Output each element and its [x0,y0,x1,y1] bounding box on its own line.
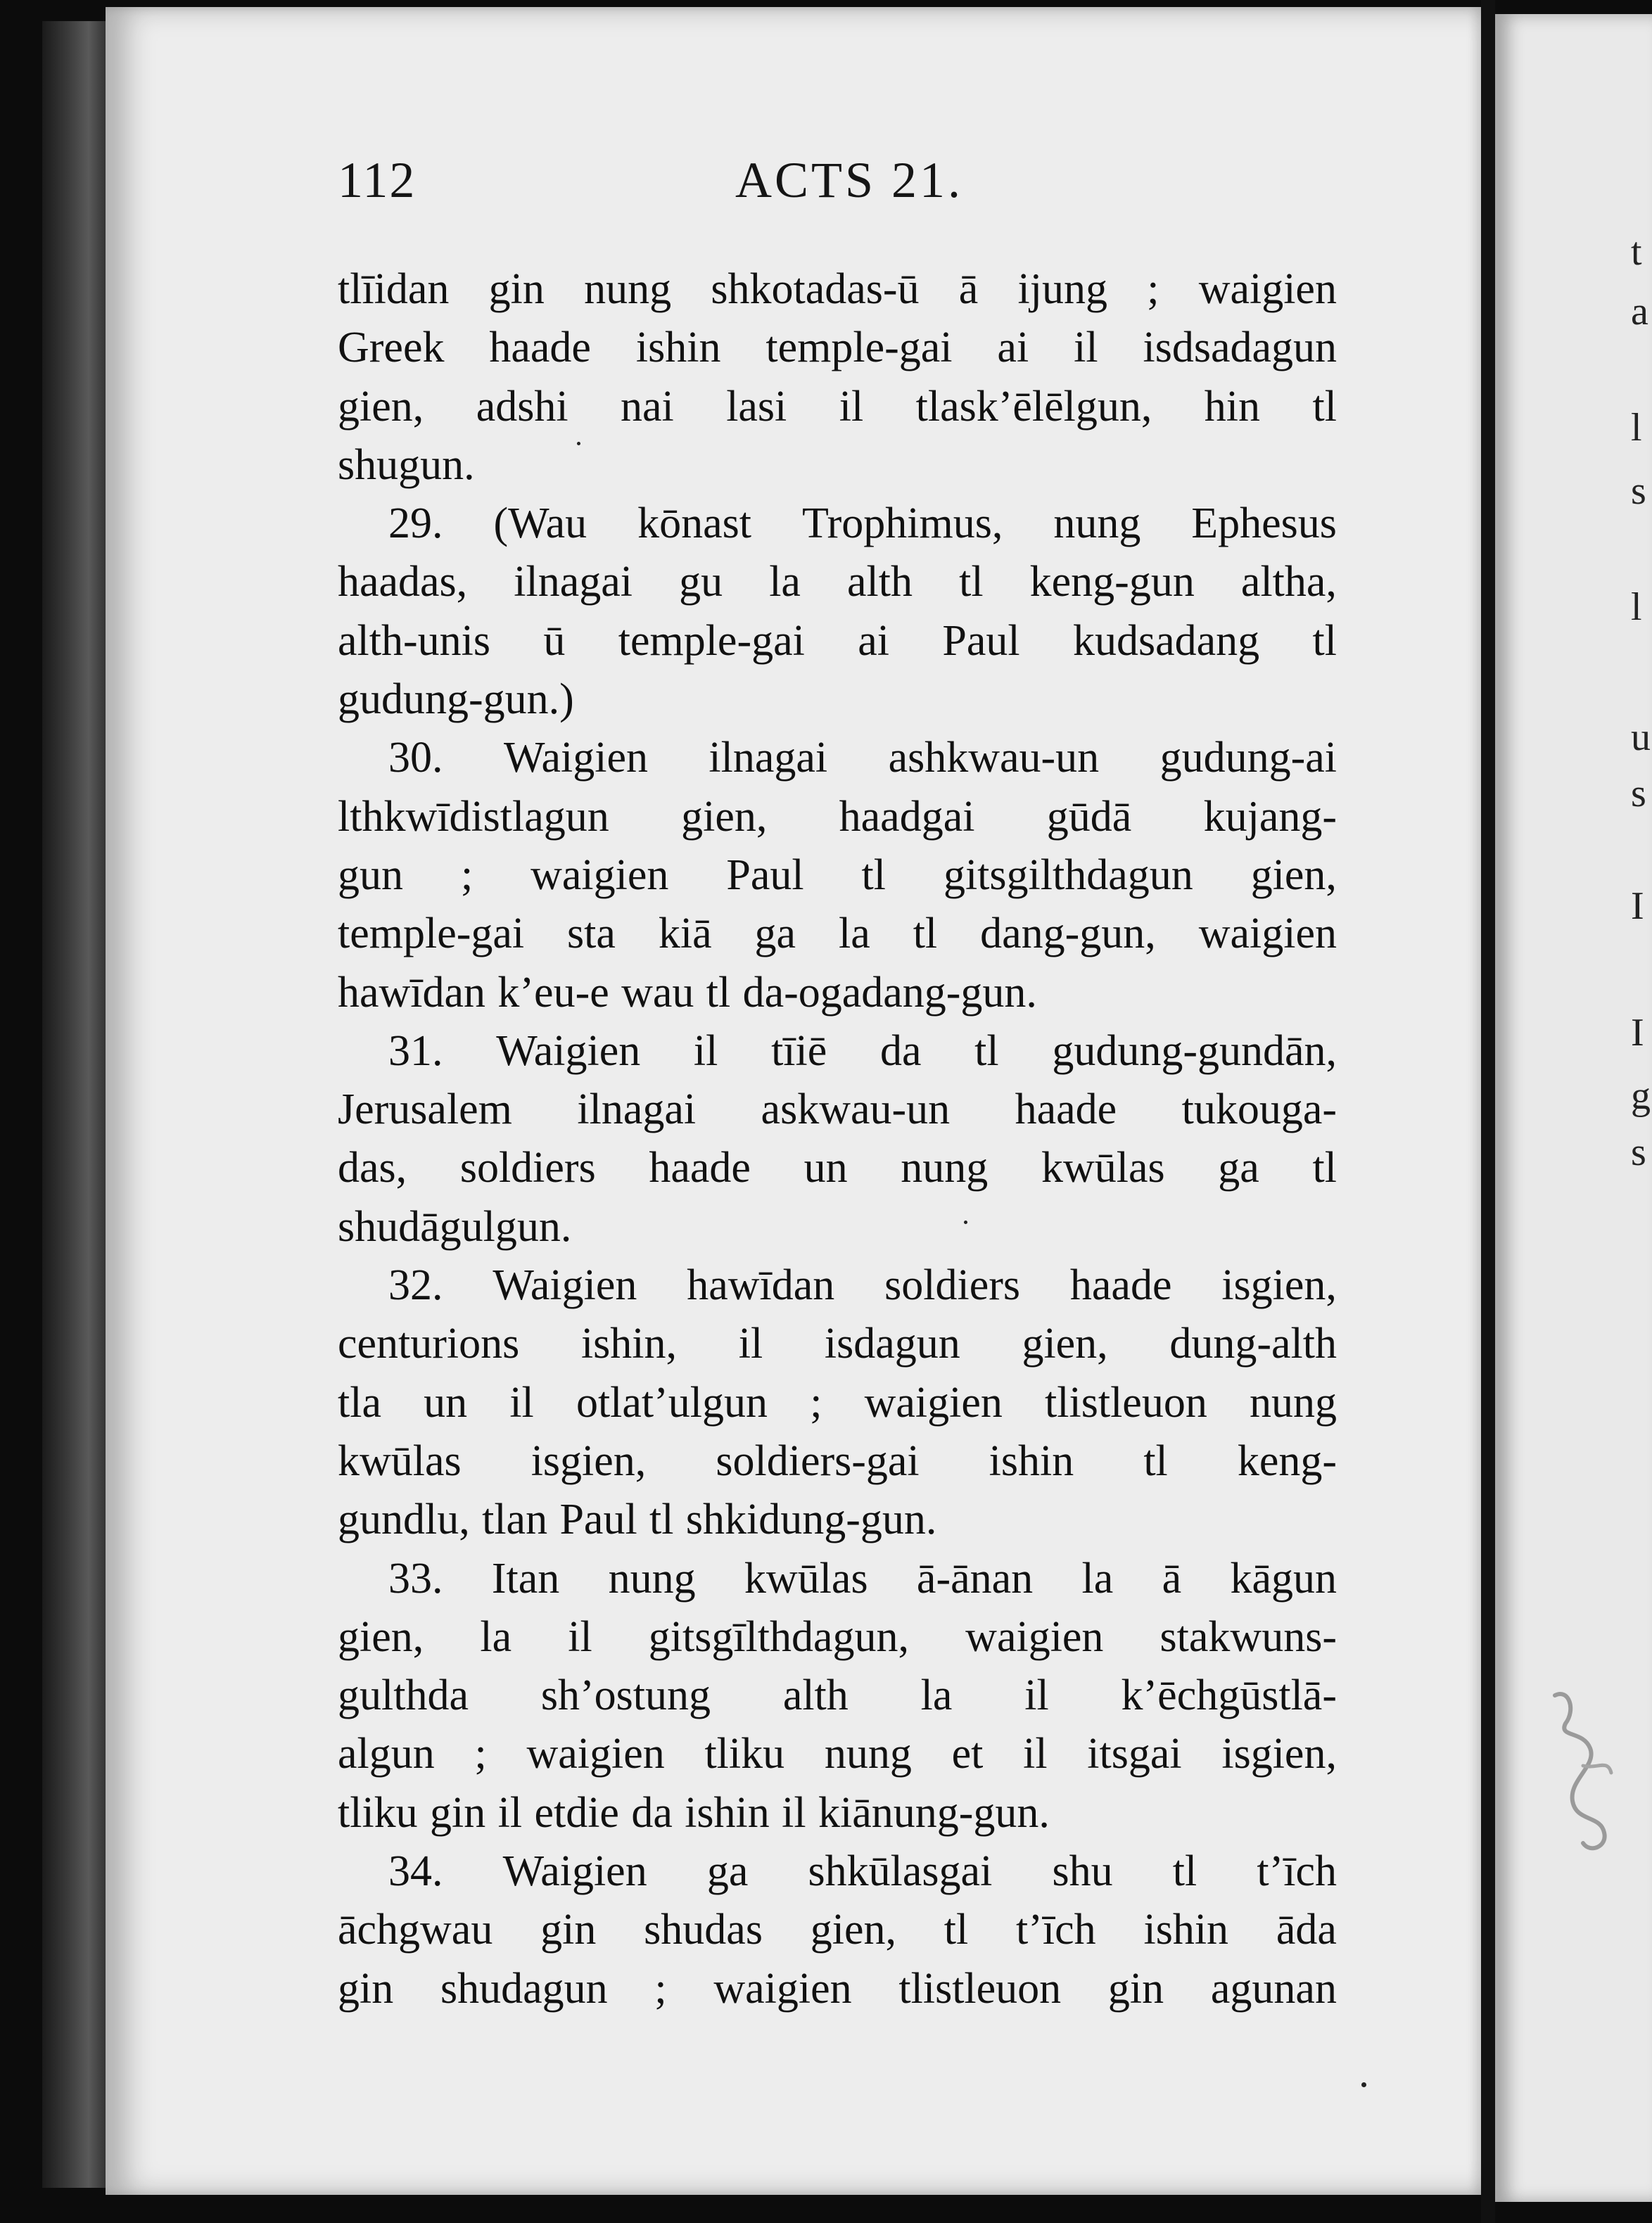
word: kōnast [637,499,751,548]
word: tliku [704,1730,785,1778]
facing-page-letter: l [1631,585,1642,629]
word: tlīidan [338,265,450,313]
word: haadas, [338,558,468,606]
word: 30. [388,734,443,782]
word: gitsgilthdagun [943,851,1193,899]
word: la [480,1612,512,1661]
word: da [879,1026,922,1075]
word: centurions [338,1320,520,1368]
word: tliku [338,1788,418,1837]
word: isdagun [824,1320,960,1368]
page-gutter [1481,0,1495,2223]
word: askwau-un [761,1085,951,1134]
body-text [338,260,1337,2018]
word: tl [1143,1437,1168,1485]
word: la [920,1671,953,1720]
running-title: ACTS 21. [735,152,964,208]
word: gien, [1250,851,1337,899]
word: tl [913,910,938,958]
word: gitsgīlthdagun, [648,1612,910,1661]
word: shugun. [338,440,475,489]
word: il [509,1378,534,1427]
word: un [424,1378,468,1427]
word: hawīdan [338,968,486,1017]
word: il [568,1612,592,1661]
word: ishin, [580,1320,678,1368]
facing-page-edge [1495,14,1652,2202]
word: tukouga- [1181,1085,1337,1134]
word: ishin [989,1437,1074,1485]
word: waigien [1198,910,1337,958]
word: gin [1107,1964,1164,2013]
word: gin [338,1964,394,2013]
word: wau [621,968,694,1017]
word: il [738,1320,763,1368]
text-line [338,612,1337,670]
word: da-ogadang-gun. [742,968,1037,1017]
word: sta [567,910,616,958]
text-line [338,1725,1337,1783]
word: gin [488,265,545,313]
word: gien, [338,1612,424,1661]
word: 33. [388,1554,443,1603]
word: tlistleuon [1045,1378,1207,1427]
facing-page-letter: a [1631,290,1648,333]
text-line [338,1198,1337,1256]
word: hawīdan [687,1261,835,1310]
word: shudas [644,1906,763,1954]
word: tl [861,851,886,899]
facing-page-letter: g [1631,1074,1651,1118]
word: gun [338,851,403,899]
text-line [338,670,1337,729]
paper-speck [577,442,580,445]
paper-speck [964,1221,967,1224]
word: Paul [559,1496,637,1544]
word: tlan [482,1496,548,1544]
text-line [338,788,1337,846]
text-line [338,1960,1337,2018]
text-line [338,1315,1337,1373]
word: ; [654,1964,667,2013]
word: ai [858,616,889,665]
word: tl [1312,382,1337,431]
facing-page-letter: l [1631,406,1642,450]
word: il [693,1026,718,1075]
word: nung [824,1730,912,1778]
text-line [338,905,1337,963]
word: waigien [530,851,669,899]
word: alth [847,558,913,606]
facing-page-letter: I [1631,884,1644,928]
word: alth [782,1671,849,1720]
word: shkotadas-ū [711,265,920,313]
word: nai [621,382,674,431]
word: tl [1312,616,1337,665]
word: ; [1147,265,1159,313]
word: gundlu, [338,1496,470,1544]
word: waigien [965,1612,1104,1661]
facing-page-letter: s [1631,1130,1646,1174]
word: etdie [534,1788,619,1837]
word: haade [649,1144,751,1192]
word: soldiers-gai [716,1437,920,1485]
word: gūdā [1046,792,1132,841]
word: lasi [726,382,787,431]
word: kāgun [1230,1554,1337,1603]
word: ashkwau-un [888,734,1100,782]
word: Paul [942,616,1020,665]
word: isgien, [1221,1261,1337,1310]
word: kwūlas [744,1554,868,1603]
word: tl [943,1906,969,1954]
text-line [338,319,1337,377]
word: waigien [864,1378,1003,1427]
word: lthkwīdistlagun [338,792,609,841]
text-line [338,1491,1337,1549]
word: gien, [810,1906,896,1954]
word: ū [543,616,566,665]
page-number: 112 [338,152,417,208]
text-line [338,1374,1337,1432]
word: dung-alth [1169,1320,1337,1368]
word: gien, [681,792,768,841]
text-line [338,1901,1337,1959]
word: altha, [1240,558,1337,606]
word: waigien [713,1964,852,2013]
word: nung [608,1554,696,1603]
text-line [338,846,1337,905]
word: k’ēchgūstlā- [1121,1671,1337,1720]
text-line [338,1784,1337,1842]
word: das, [338,1144,407,1192]
word: gin [430,1788,486,1837]
word: la [1081,1554,1114,1603]
text-line [338,1608,1337,1667]
word: Ephesus [1191,499,1337,548]
word: haade [1069,1261,1172,1310]
word: ga [754,910,796,958]
text-line [338,495,1337,553]
word: alth-unis [338,616,490,665]
word: ga [1218,1144,1259,1192]
word: 31. [388,1026,443,1075]
page-header [338,151,1337,215]
word: la [769,558,801,606]
word: un [803,1144,848,1192]
word: tla [338,1378,381,1427]
text-line [338,964,1337,1022]
text-line [338,1081,1337,1139]
word: ilnagai [577,1085,697,1134]
text-line [338,1432,1337,1491]
word: et [951,1730,984,1778]
word: tlistleuon [898,1964,1062,2013]
word: ā [958,265,979,313]
word: kiānung-gun. [818,1788,1050,1837]
word: gu [679,558,723,606]
word: la [839,910,870,958]
word: gin [540,1906,597,1954]
text-line [338,1139,1337,1197]
word: isgien, [1221,1730,1337,1778]
word: Waigien [493,1261,637,1310]
word: keng-gun [1029,558,1195,606]
word: il [497,1788,523,1837]
word: 29. [388,499,443,548]
word: il [1024,1671,1049,1720]
facing-page-letter: I [1631,1011,1644,1055]
facing-page-letter: u [1631,715,1651,759]
word: haade [1015,1085,1117,1134]
word: il [1074,324,1098,372]
word: ā [1162,1554,1182,1603]
word: tīiē [771,1026,827,1075]
word: Jerusalem [338,1085,512,1134]
word: tl [1312,1144,1337,1192]
text-line [338,553,1337,611]
word: ai [997,324,1029,372]
word: temple-gai [618,616,805,665]
word: hin [1204,382,1261,431]
word: k’eu-e [497,968,609,1017]
word: gulthda [338,1671,469,1720]
word: ishin [635,324,721,372]
word: Trophimus, [801,499,1003,548]
word: kudsadang [1072,616,1260,665]
word: Greek [338,324,445,372]
word: stakwuns- [1159,1612,1337,1661]
word: Waigien [502,1847,647,1896]
text-line [338,1256,1337,1315]
pencil-annotation [1541,1681,1618,1857]
word: isdsadagun [1143,324,1337,372]
word: ga [706,1847,749,1896]
word: t’īch [1016,1906,1096,1954]
word: isgien, [530,1437,647,1485]
text-line [338,1022,1337,1081]
word: nung [1250,1378,1337,1427]
text-line [338,378,1337,436]
word: Paul [726,851,804,899]
word: ; [474,1730,487,1778]
word: soldiers [459,1144,596,1192]
text-line [338,1550,1337,1608]
word: sh’ostung [540,1671,711,1720]
word: gien, [1022,1320,1108,1368]
word: il [1023,1730,1048,1778]
word: temple-gai [765,324,953,372]
facing-page-letter: s [1631,772,1646,815]
word: (Wau [493,499,587,548]
word: tl [959,558,984,606]
word: ilnagai [709,734,828,782]
word: tlask’ēlēlgun, [915,382,1152,431]
text-line [338,436,1337,495]
word: il [839,382,864,431]
word: agunan [1210,1964,1337,2013]
word: t’īch [1257,1847,1337,1896]
word: kwūlas [1041,1144,1165,1192]
word: temple-gai [338,910,525,958]
paper-speck [1361,2082,1366,2087]
word: kwūlas [338,1437,462,1485]
text-line [338,729,1337,787]
word: ijung [1017,265,1107,313]
word: nung [1053,499,1141,548]
word: algun [338,1730,435,1778]
word: nung [584,265,672,313]
word: il [782,1788,806,1837]
word: waigien [526,1730,665,1778]
facing-page-letter: t [1631,230,1642,274]
word: haadgai [839,792,975,841]
text-line [338,1842,1337,1901]
text-line [338,260,1337,319]
word: 34. [388,1847,443,1896]
word: dang-gun, [980,910,1156,958]
word: āda [1276,1906,1337,1954]
word: waigien [1198,265,1337,313]
word: shkidung-gun. [685,1496,937,1544]
text-line [338,1667,1337,1725]
word: gudung-gundān, [1052,1026,1337,1075]
word: shudāgulgun. [338,1202,572,1251]
word: shu [1052,1847,1113,1896]
word: keng- [1237,1437,1337,1485]
word: soldiers [884,1261,1021,1310]
word: gudung-gun.) [338,675,574,724]
word: kujang- [1203,792,1337,841]
word: gudung-ai [1159,734,1337,782]
word: ; [810,1378,822,1427]
word: Waigien [496,1026,641,1075]
word: ilnagai [514,558,633,606]
word: ishin [1143,1906,1229,1954]
word: Waigien [503,734,648,782]
word: Itan [491,1554,560,1603]
word: tl [706,968,731,1017]
word: otlat’ulgun [576,1378,768,1427]
word: gien, [338,382,424,431]
word: da [631,1788,673,1837]
word: haade [489,324,591,372]
word: tl [1172,1847,1197,1896]
word: tl [649,1496,674,1544]
word: āchgwau [338,1906,493,1954]
word: nung [901,1144,989,1192]
word: shudagun [440,1964,608,2013]
word: tl [974,1026,999,1075]
word: ; [460,851,474,899]
word: ishin [685,1788,770,1837]
word: 32. [388,1261,443,1310]
word: itsgai [1087,1730,1182,1778]
facing-page-letter: s [1631,469,1646,513]
word: ā-ānan [916,1554,1034,1603]
word: kiā [658,910,712,958]
word: shkūlasgai [808,1847,993,1896]
word: adshi [476,382,568,431]
